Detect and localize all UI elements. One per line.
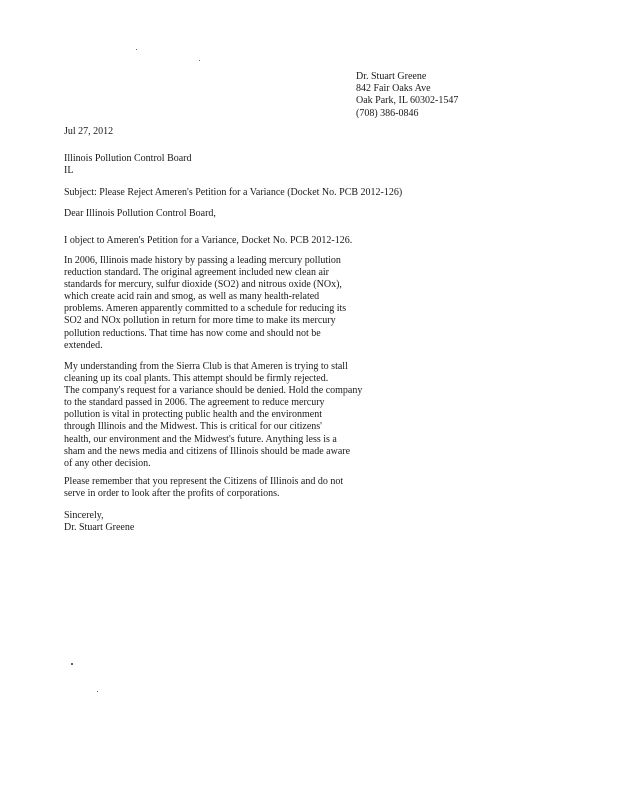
- scan-speck: [199, 60, 200, 61]
- sender-phone: (708) 386-0846: [356, 107, 419, 119]
- subject-line: Subject: Please Reject Ameren's Petition for a Variance (Docket No. PCB 2012-126): [64, 187, 403, 198]
- paragraph-line: sham and the news media and citizens of Illinois should be made aware: [64, 445, 351, 457]
- recipient-name: Illinois Pollution Control Board: [64, 153, 192, 164]
- paragraph-line: My understanding from the Sierra Club is that Ameren is trying to stall: [64, 361, 348, 372]
- paragraph-line: extended.: [64, 339, 103, 351]
- paragraph-2: [64, 361, 362, 470]
- paragraph-line: problems. Ameren apparently committed to a schedule for reducing its: [64, 303, 347, 315]
- sender-address: [356, 71, 458, 120]
- signature: Dr. Stuart Greene: [64, 522, 135, 533]
- scan-speck: [97, 691, 98, 692]
- paragraph-line: pollution is vital in protecting public health and the environment: [64, 409, 323, 421]
- paragraph-line: pollution reductions. That time has now come and should not be: [64, 327, 321, 339]
- recipient-state: IL: [64, 165, 74, 176]
- paragraph-line: which create acid rain and smog, as well as many health-related: [64, 291, 320, 303]
- sender-city: Oak Park, IL 60302-1547: [356, 95, 459, 107]
- letter-date: Jul 27, 2012: [64, 126, 114, 137]
- closing: Sincerely,: [64, 510, 104, 521]
- scan-speck: [136, 49, 137, 50]
- closing-block: [64, 510, 134, 534]
- sender-name: Dr. Stuart Greene: [356, 71, 427, 82]
- paragraph-3: [64, 476, 343, 500]
- paragraph-1: [64, 255, 346, 352]
- paragraph-line: health, our environment and the Midwest's future. Anything less is a: [64, 433, 337, 445]
- paragraph-line: of any other decision.: [64, 457, 151, 469]
- paragraph-line: to the standard passed in 2006. The agreement to reduce mercury: [64, 397, 325, 409]
- sender-street: 842 Fair Oaks Ave: [356, 83, 431, 95]
- paragraph-line: reduction standard. The original agreement included new clean air: [64, 267, 329, 279]
- scan-speck: [71, 663, 73, 665]
- paragraph-line: cleaning up its coal plants. This attempt should be firmly rejected.: [64, 373, 329, 385]
- paragraph-line: SO2 and NOx pollution in return for more time to make its mercury: [64, 315, 336, 327]
- objection-statement: I object to Ameren's Petition for a Variance, Docket No. PCB 2012-126.: [64, 235, 353, 246]
- paragraph-line: serve in order to look after the profits of corporations.: [64, 488, 280, 500]
- salutation: Dear Illinois Pollution Control Board,: [64, 208, 216, 219]
- paragraph-line: through Illinois and the Midwest. This is critical for our citizens': [64, 421, 322, 433]
- paragraph-line: In 2006, Illinois made history by passing a leading mercury pollution: [64, 255, 341, 266]
- paragraph-line: Please remember that you represent the Citizens of Illinois and do not: [64, 476, 344, 487]
- paragraph-line: The company's request for a variance should be denied. Hold the company: [64, 385, 363, 397]
- paragraph-line: standards for mercury, sulfur dioxide (SO2) and nitrous oxide (NOx),: [64, 279, 342, 291]
- recipient-address: [64, 153, 192, 177]
